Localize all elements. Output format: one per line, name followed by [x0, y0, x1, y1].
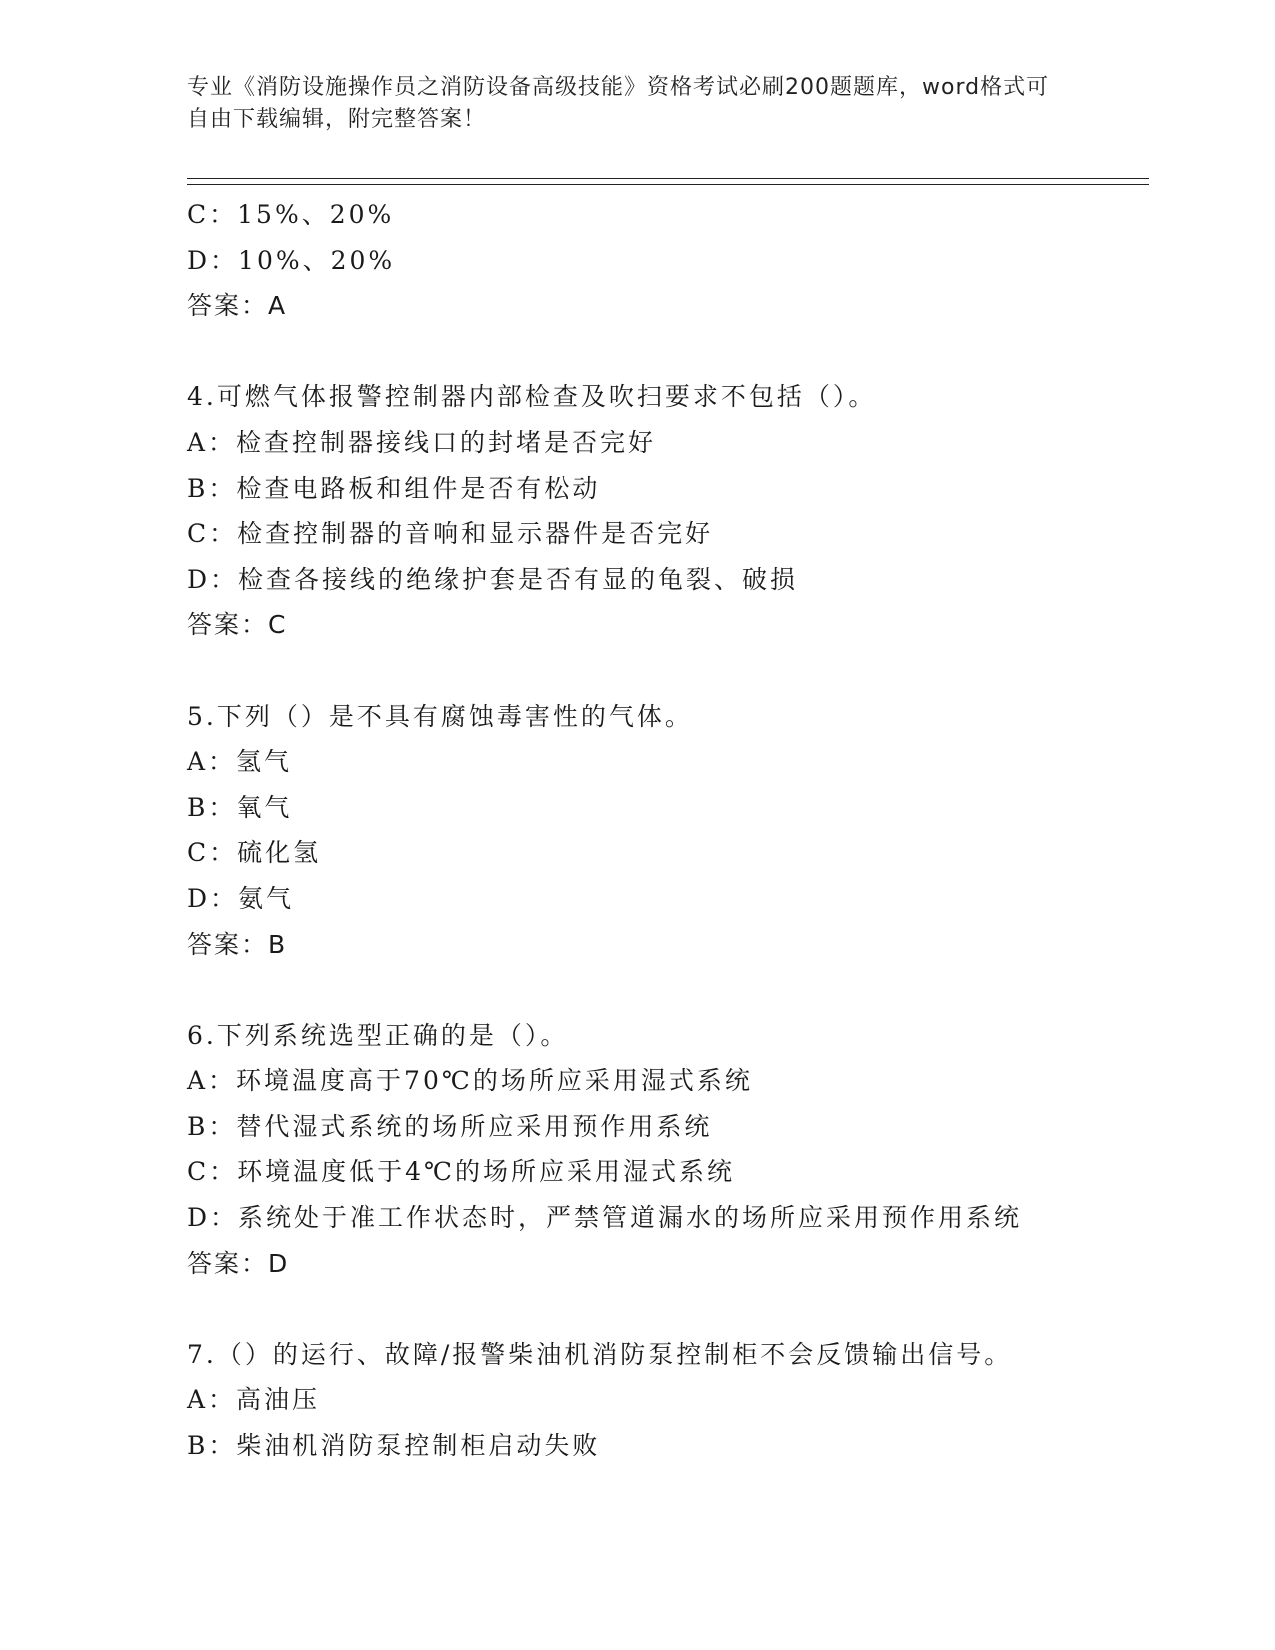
option-line: D：系统处于准工作状态时，严禁管道漏水的场所应采用预作用系统 [187, 1203, 1023, 1233]
answer-line: 答案：D [187, 1248, 290, 1278]
question-stem: 5.下列（）是不具有腐蚀毒害性的气体。 [187, 701, 693, 731]
option-line: C：硫化氢 [187, 838, 322, 868]
answer-line: 答案：B [187, 929, 288, 959]
header-divider [187, 178, 1149, 185]
answer-line: 答案：C [187, 610, 288, 640]
option-line: D：10%、20% [187, 245, 396, 275]
option-line: C：15%、20% [187, 200, 395, 229]
question-block-5 [187, 694, 1147, 968]
question-block-4 [187, 374, 1147, 648]
option-line: B：替代湿式系统的场所应采用预作用系统 [187, 1111, 713, 1141]
question-block-7 [187, 1332, 1147, 1469]
question-content [187, 192, 1147, 1469]
option-line: C：环境温度低于4℃的场所应采用湿式系统 [187, 1157, 736, 1187]
question-stem: 4.可燃气体报警控制器内部检查及吹扫要求不包括（）。 [187, 382, 877, 412]
option-line: A：环境温度高于70℃的场所应采用湿式系统 [187, 1066, 753, 1096]
document-header: 专业《消防设施操作员之消防设备高级技能》资格考试必刷200题题库，word格式可自由下载编辑，附完整答案！ [187, 75, 1050, 132]
question-stem: 6.下列系统选型正确的是（）。 [187, 1020, 569, 1050]
option-line: D：检查各接线的绝缘护套是否有显的龟裂、破损 [187, 564, 799, 594]
option-line: B：柴油机消防泵控制柜启动失败 [187, 1431, 601, 1461]
option-line: A：氢气 [187, 747, 293, 777]
option-line: C：检查控制器的音响和显示器件是否完好 [187, 519, 714, 549]
option-line: A：高油压 [187, 1385, 321, 1415]
question-block-3-continued [187, 192, 1147, 329]
question-block-6 [187, 1013, 1147, 1287]
option-line: B：氧气 [187, 792, 293, 822]
answer-line: 答案：A [187, 291, 288, 321]
question-stem: 7.（）的运行、故障/报警柴油机消防泵控制柜不会反馈输出信号。 [187, 1339, 1013, 1369]
option-line: A：检查控制器接线口的封堵是否完好 [187, 427, 657, 457]
option-line: D：氨气 [187, 883, 295, 913]
option-line: B：检查电路板和组件是否有松动 [187, 473, 601, 503]
